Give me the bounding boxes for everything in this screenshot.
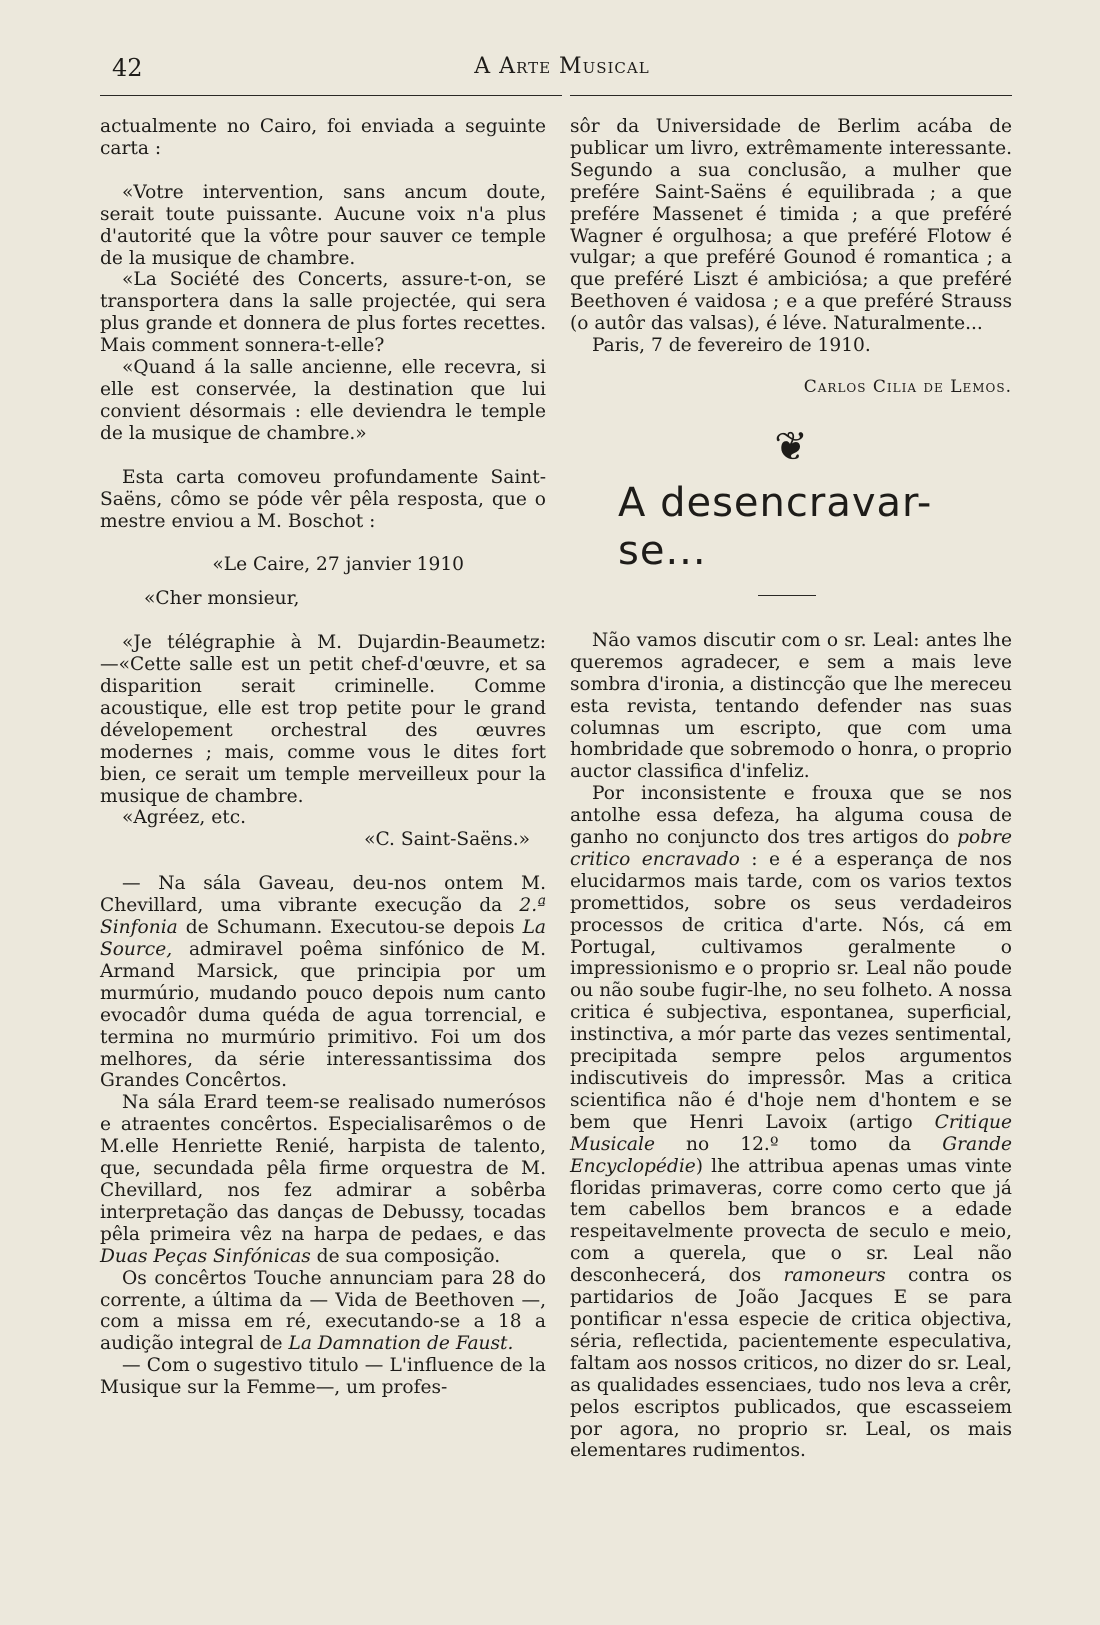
italic-run: 2.ª Sinfonia [100, 895, 546, 939]
text-run: : e é a esperança de nos elucidarmos mais tarde, com os varios textos promettidos, sobre os seus verdadeiros processos de critica d'arte. Nós, cá em Portugal, cultivamos geralmente o impressionismo e o proprio sr. Leal não poude ou não soube fugir-lhe, no seu folheto. A nossa critica é subjectiva, espontanea, superficial, instinctiva, a mór parte das vezes sentimental, precipitada sempre pelos argumentos indiscutiveis do impressôr. Mas a critica scientifica não é d'hoje nem d'hontem e se bem que Henri Lavoix (artigo [570, 848, 1012, 1133]
body-paragraph: sôr da Universidade de Berlim acába de publicar um livro, extrêmamente interessante. Segundo a sua conclusão, a mulher que preférе Saint-Saëns é equilibrada ; a que preférе Massenet é timida ; a que preféré Wagner é orgulhosa; a que preféré Flotow é vulgar; a que preféré Gounod é romantica ; a que preféré Liszt é ambiciósa; a que preféré Beethoven é vaidosa ; e a que preféré Strauss (o autôr das valsas), é léve. Naturalmente... [570, 116, 1012, 335]
reply-closing: «Agréez, etc. [122, 807, 247, 829]
text-run: contra os partidarios de João Jacques E se para pontificar n'essa especie de critica objectiva, séria, reflectida, pacientemente especulativa, faltam aos nossos criticos, no dizer do sr. Leal, as qualidades essenciaes, tudo nos leva a crêr, pelos escriptos publicados, que escasseiem por agora, no proprio sr. Leal, os mais elementares rudimentos. [570, 1265, 1012, 1462]
body-paragraph: Esta carta comoveu profundamente Saint-Saëns, cômo se póde vêr pêla resposta, que o mestre enviou a M. Boschot : [100, 466, 546, 532]
reply-signature: «C. Saint-Saëns.» [364, 829, 530, 851]
author-signature: Carlos Cilia de Lemos. [803, 376, 1012, 397]
text-run: admiravel poêma sinfónico de M. Armand Marsick, que principia por um murmúrio, mudando pouco depois num canto evocadôr duma quéda de agua torrencial, e termina no murmúrio primitivo. Foi um dos melhores, da série interessantissima dos Grandes Concêrtos. [100, 939, 546, 1092]
reply-body: «Je télégraphie à M. Dujardin-Beaumetz: —«Cette salle est un petit chef-d'œuvre, et sa disparition serait criminelle. Comme acoustique, elle est trop petite pour le grand dévelopement orchestral des œuvres modernes ; mais, comme vous le dites fort bien, ce serait um temple merveilleux pour la musique de chambre. [100, 632, 546, 807]
italic-run: Critique Musicale [570, 1111, 1012, 1155]
text-run: ) lhe attribua apenas umas vinte floridas primaveras, corre como certo que já tem cabellos bem brancos e a edade respeitavelmente provecta de seculo e meio, com a querela, que o sr. Leal não desconhecerá, dos [570, 1155, 1012, 1287]
header-rule-right [570, 95, 1012, 96]
italic-run: Grande Encyclopédie [570, 1133, 1012, 1177]
text-run: Os concêrtos Touche annunciam para 28 do corrente, a última da — Vida de Beethoven —, com a missa em ré, executando-se a 18 a audição integral de [100, 1267, 546, 1355]
italic-run: La Source, [100, 917, 546, 960]
reply-dateline: «Le Caire, 27 janvier 1910 [212, 554, 464, 576]
article-paragraph [570, 783, 1012, 1462]
header-rule-left [100, 95, 562, 96]
italic-run: Duas Peças Sinfónicas [100, 1245, 311, 1267]
text-run: Na sála Erard teem-se realisado numerósos e atraentes concêrtos. Especialisarêmos o de M.elle Henriette Renié, harpista de talento, que, secundada pêla firme orquestra de M. Chevillard, nos fez admirar a sobêrba interpretação das danças de Debussy, tocadas pêla primeira vêz na harpa de pedaes, e das [100, 1092, 546, 1245]
left-column [100, 116, 546, 1399]
touche-paragraph [100, 1268, 546, 1356]
article-paragraph: Não vamos discutir com o sr. Leal: antes lhe queremos agradecer, e sem a mais leve sombra d'ironia, a distincção que lhe mereceu esta revista, tentando defender nas suas columnas um escripto, que com uma hombridade que sobremodo o honra, o proprio auctor classifica d'infeliz. [570, 629, 1012, 783]
right-column [570, 116, 1012, 1462]
text-run: — Na sála Gaveau, deu-nos ontem M. Chevillard, uma vibrante execução da [100, 873, 546, 917]
italic-run: La Damnation de Faust. [288, 1333, 514, 1355]
letter-paragraph: «La Société des Concerts, assure-t-on, se transportera dans la salle projectée, qui sera plus grande et donnera de plus fortes recettes. Mais comment sonnera-t-elle? [100, 269, 546, 357]
text-run: Por inconsistente e frouxa que se nos antolhe essa defeza, ha alguma cousa de ganho no conjuncto dos tres artigos do [570, 783, 1012, 849]
erard-paragraph [100, 1092, 546, 1267]
journal-title: A Arte Musical [474, 54, 650, 79]
dateline: Paris, 7 de fevereiro de 1910. [592, 335, 871, 357]
body-paragraph: — Com o sugestivo titulo — L'influence de la Musique sur la Femme—, um profes- [100, 1355, 546, 1399]
letter-paragraph: «Votre intervention, sans ancum doute, serait toute puissante. Aucune voix n'a plus d'autorité que la vôtre pour sauver ce temple de la musique de chambre. [100, 181, 546, 269]
article-title: A desencravar-se... [618, 479, 933, 574]
reply-salutation: «Cher monsieur, [144, 588, 300, 610]
page-number: 42 [112, 54, 143, 82]
italic-run: ramoneurs [783, 1265, 886, 1287]
letter-paragraph: «Quand á la salle ancienne, elle recevra, si elle est conservée, la destination que lui convient désormais : elle deviendra le temple de la musique de chambre.» [100, 357, 546, 444]
text-run: de sua composição. [310, 1245, 501, 1267]
text-run: de Schumann. Executou-se depois [177, 917, 523, 939]
gaveau-paragraph [100, 873, 546, 1092]
intro-paragraph: actualmente no Cairo, foi enviada a seguinte carta : [100, 116, 546, 159]
text-run: no 12.º tomo da [654, 1133, 943, 1155]
page-header [112, 50, 1012, 90]
fleuron-ornament: ❦ [774, 423, 808, 470]
italic-run: pobre critico encravado [570, 827, 1012, 870]
